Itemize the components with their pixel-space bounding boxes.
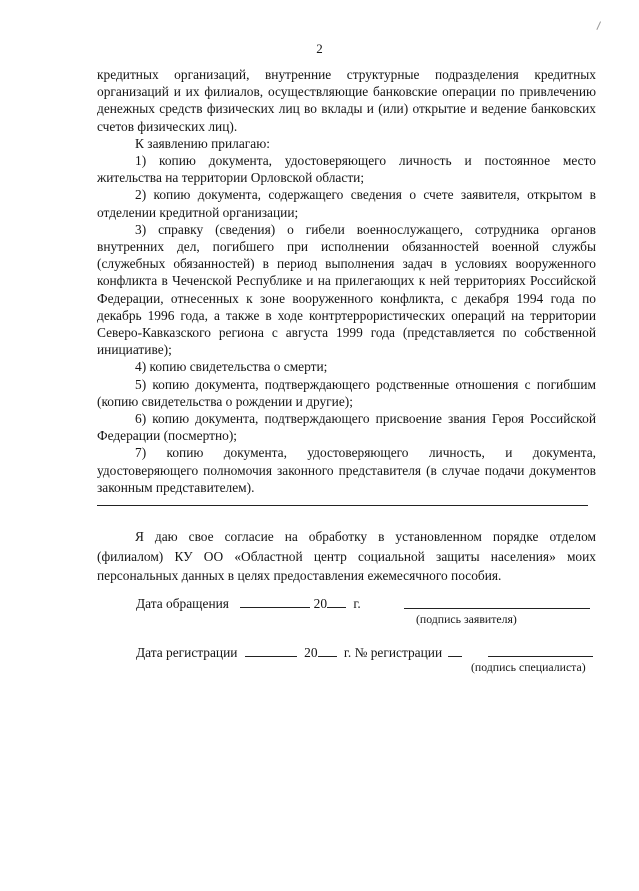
registration-number-blank[interactable] bbox=[448, 644, 462, 657]
attachment-item-7: 7) копию документа, удостоверяющего личность, и документа, удостоверяющего полномочия законного представителя (в случае подачи документов законным представителем). bbox=[97, 445, 596, 495]
attachments-heading: К заявлению прилагаю: bbox=[135, 135, 270, 151]
attachment-item-4: 4) копию свидетельства о смерти; bbox=[135, 359, 328, 375]
application-date-label: Дата обращения bbox=[136, 596, 229, 611]
application-date-blank[interactable] bbox=[240, 595, 310, 608]
registration-year-prefix: 20 bbox=[304, 645, 318, 660]
specialist-signature-caption: (подпись специалиста) bbox=[471, 660, 586, 674]
page-number: 2 bbox=[316, 41, 323, 56]
attachment-item-2: 2) копию документа, содержащего сведения о счете заявителя, открытом в отделении кредитной организации; bbox=[97, 187, 596, 220]
separator-line bbox=[97, 505, 588, 506]
application-year-prefix: 20 bbox=[313, 596, 328, 611]
registration-year-blank[interactable] bbox=[318, 644, 337, 657]
attachment-item-1: 1) копию документа, удостоверяющего личность и постоянное место жительства на территории Орловской области; bbox=[97, 153, 596, 186]
registration-number-label: № регистрации bbox=[354, 645, 443, 660]
paragraph-continuation: кредитных организаций, внутренние структурные подразделения кредитных организаций и их филиалов, осуществляющие банковские операции по привлечению денежных средств физических лиц во вклады и (или) открытие и ведение банковских счетов физических лиц). bbox=[97, 67, 596, 134]
attachment-item-5: 5) копию документа, подтверждающего родственные отношения с погибшим (копию свидетельства о рождении и другие); bbox=[97, 376, 596, 409]
scan-mark bbox=[596, 21, 604, 31]
attachment-item-6: 6) копию документа, подтверждающего присвоение звания Героя Российской Федерации (посмертно); bbox=[97, 411, 596, 444]
specialist-signature-line[interactable] bbox=[488, 656, 593, 657]
consent-paragraph: Я даю свое согласие на обработку в установленном порядке отделом (филиалом) КУ ОО «Областной центр социальной защиты населения» моих персональных данных в целях предоставления ежемесячного пособия. bbox=[97, 529, 596, 584]
applicant-signature-line[interactable] bbox=[404, 608, 590, 609]
attachments-section bbox=[97, 66, 596, 496]
attachment-item-3: 3) справку (сведения) о гибели военнослужащего, сотрудника органов внутренних дел, погибшего при исполнении обязанностей военной службы (служебных обязанностей) в период выполнения задач в условиях вооруженного конфликта в Чеченской Республике и на прилегающих к ней территориях Российской Федерации, отнесенных к зоне вооруженного конфликта, с декабря 1994 года по декабрь 1996 года, а также в ходе контртеррористических операций на территории Северо-Кавказского региона с августа 1999 года (представляется по собственной инициативе); bbox=[97, 221, 596, 358]
registration-row bbox=[136, 644, 462, 661]
application-date-row bbox=[136, 595, 361, 612]
registration-date-blank[interactable] bbox=[245, 644, 297, 657]
applicant-signature-caption: (подпись заявителя) bbox=[416, 612, 517, 626]
registration-year-suffix: г. bbox=[343, 645, 352, 660]
registration-date-label: Дата регистрации bbox=[136, 645, 238, 660]
application-year-blank[interactable] bbox=[327, 595, 346, 608]
application-year-suffix: г. bbox=[353, 596, 361, 611]
